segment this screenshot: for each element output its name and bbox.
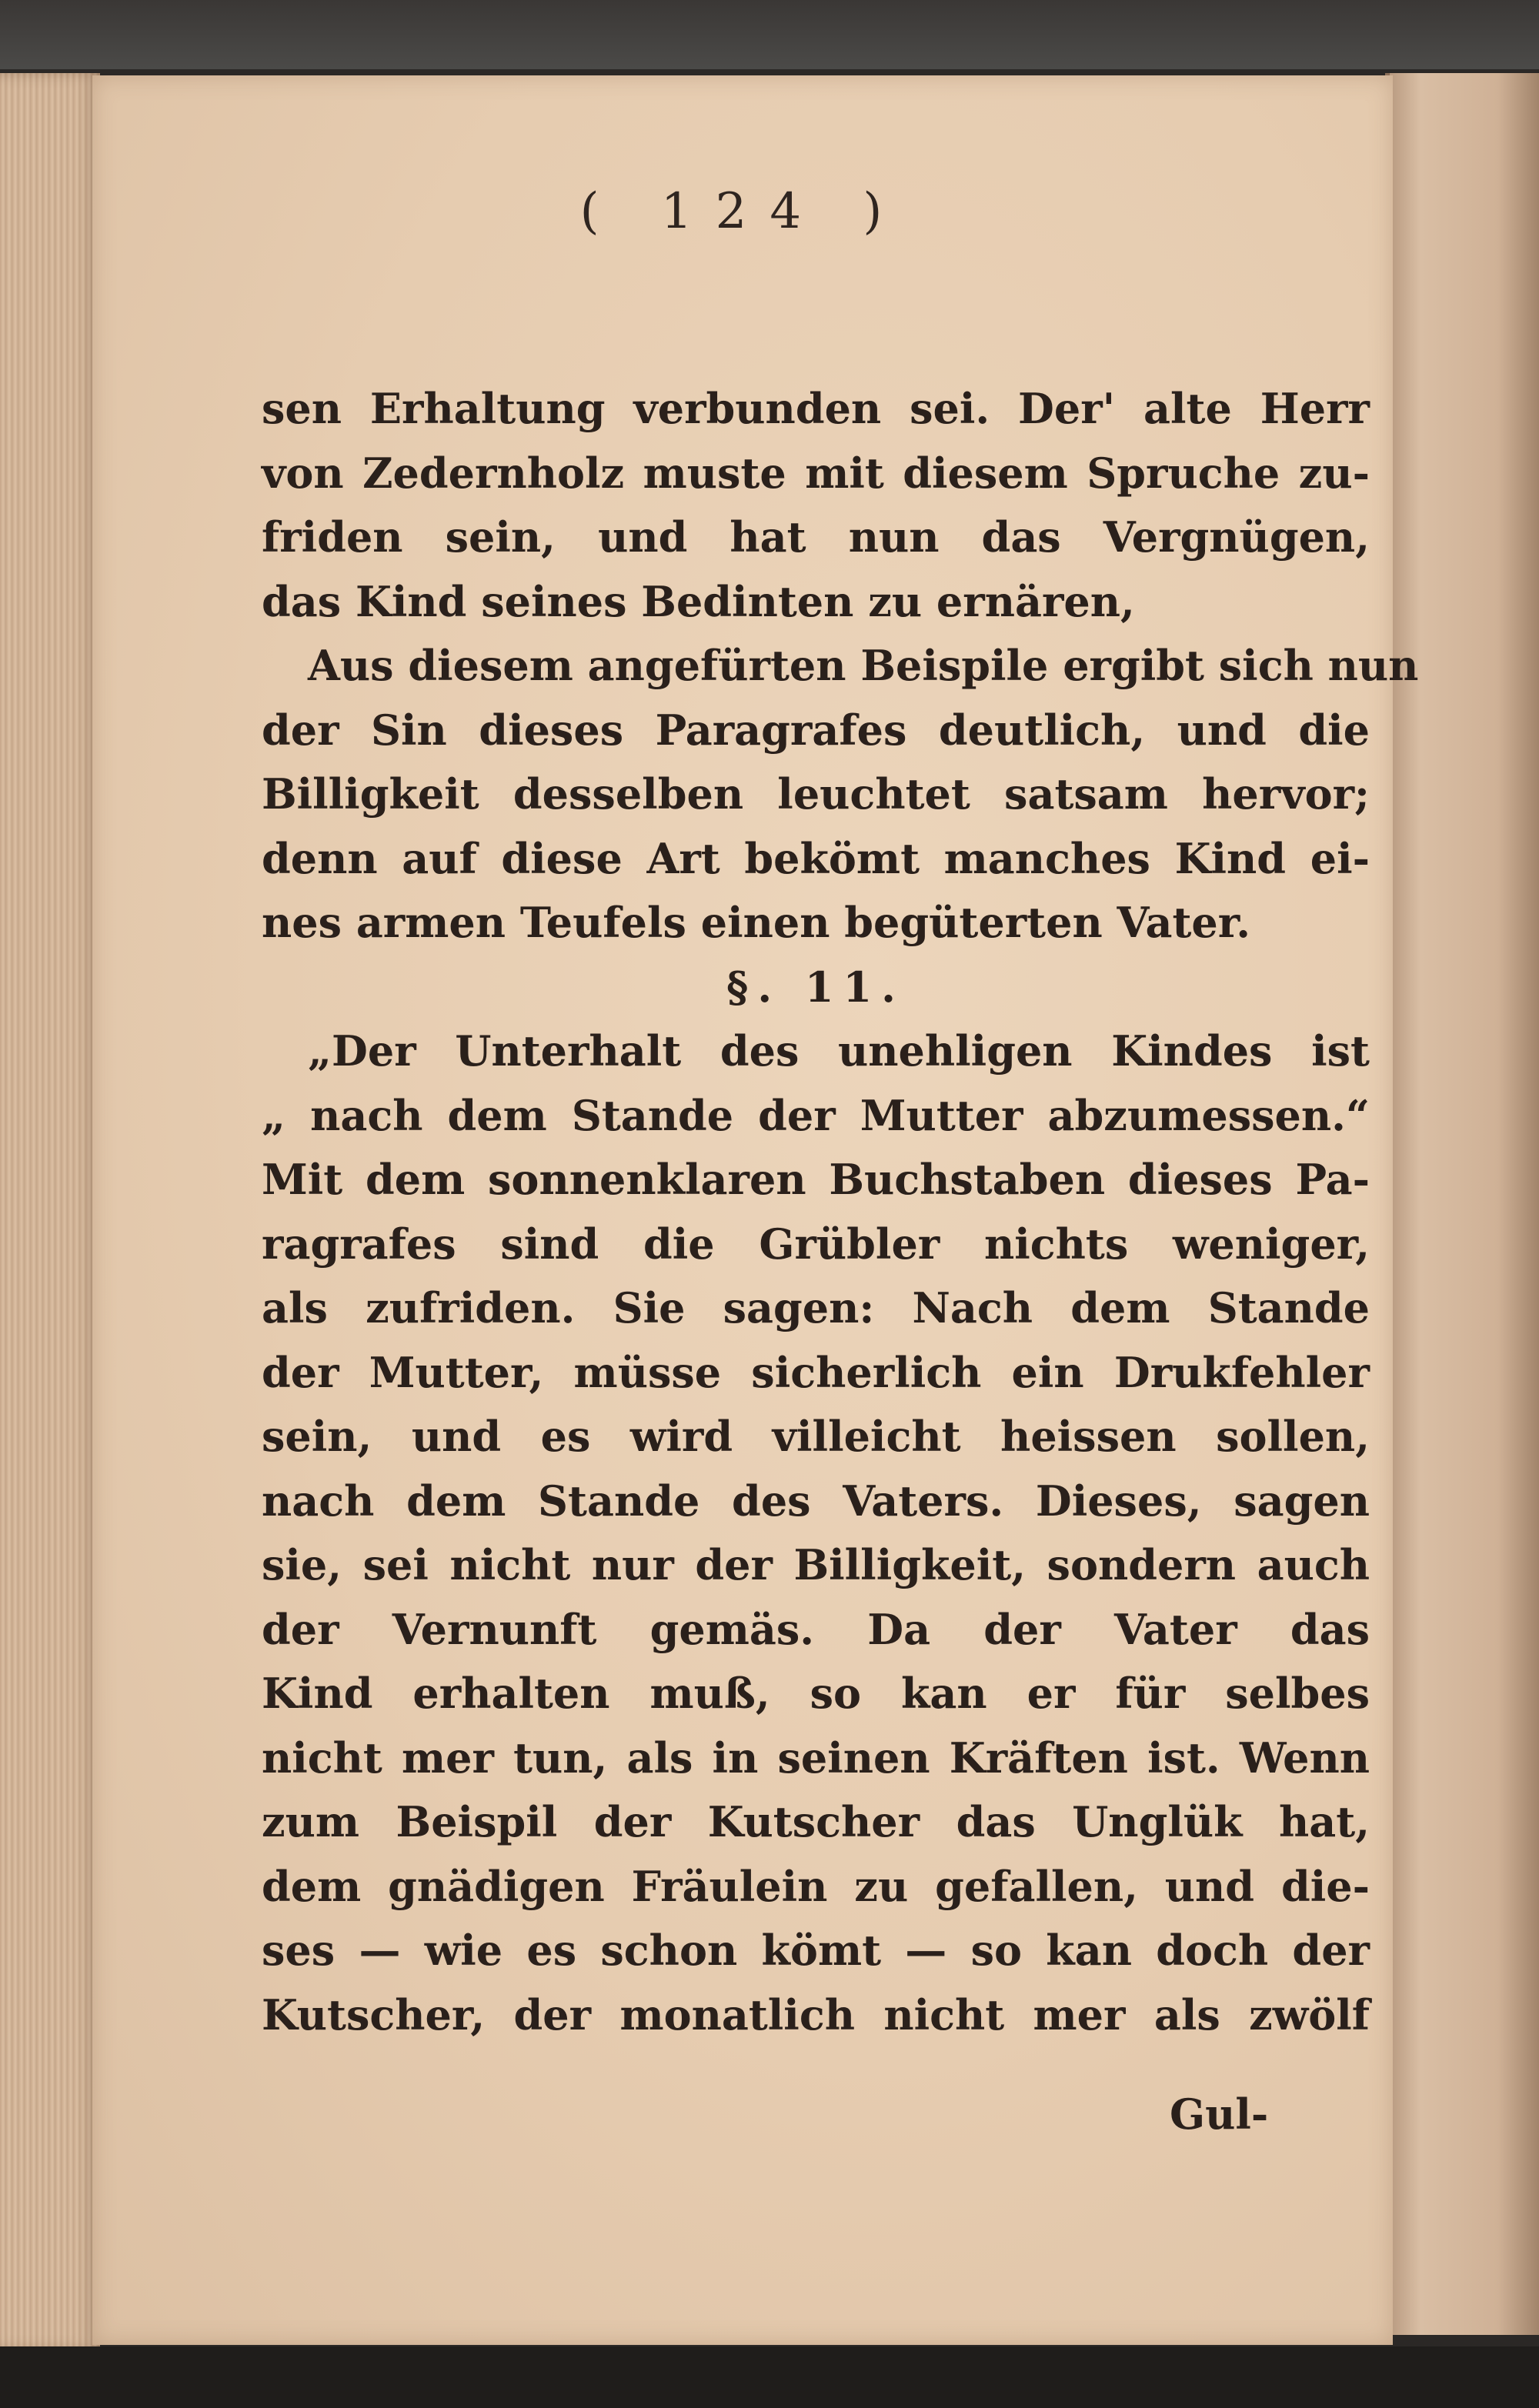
scan-background-top <box>0 0 1539 69</box>
text-line: der Mutter, müsse sicherlich ein Drukfehler <box>262 1347 1370 1397</box>
text-line: das Kind seines Bedinten zu ernären, <box>262 576 1135 626</box>
text-line: der Vernunft gemäs. Da der Vater das <box>262 1604 1370 1654</box>
text-line: „Der Unterhalt des unehligen Kindes ist <box>308 1026 1370 1076</box>
scan-background-bottom <box>0 2346 1539 2408</box>
text-line: Mit dem sonnenklaren Buchstaben dieses Pa- <box>262 1155 1370 1204</box>
text-line: sie, sei nicht nur der Billigkeit, sondern auch <box>262 1540 1370 1589</box>
book-facing-page-right <box>1385 73 1539 2335</box>
body-text <box>262 377 1419 2047</box>
text-line: Kind erhalten muß, so kan er für selbes <box>262 1669 1370 1718</box>
text-line: nicht mer tun, als in seinen Kräften ist. Wenn <box>262 1733 1370 1783</box>
section-heading: §. 11. <box>726 962 905 1012</box>
text-line: Aus diesem angefürten Beispile ergibt sich nun <box>308 641 1419 690</box>
text-line: friden sein, und hat nun das Vergnügen, <box>262 512 1370 562</box>
text-line: sein, und es wird villeicht heissen sollen, <box>262 1412 1370 1461</box>
catchword: Gul- <box>1170 2089 1269 2139</box>
text-line: ragrafes sind die Grübler nichts weniger, <box>262 1219 1370 1269</box>
text-line: nes armen Teufels einen begüterten Vater. <box>262 898 1251 947</box>
text-line: Billigkeit desselben leuchtet satsam hervor; <box>262 769 1370 819</box>
text-line: sen Erhaltung verbunden sei. Der' alte Herr <box>262 384 1370 433</box>
text-line: dem gnädigen Fräulein zu gefallen, und die- <box>262 1861 1370 1911</box>
text-line: von Zedernholz muste mit diesem Spruche zu- <box>262 448 1370 498</box>
text-line: „ nach dem Stande der Mutter abzumessen.“ <box>262 1090 1370 1140</box>
book-page <box>92 75 1419 2345</box>
text-line: zum Beispil der Kutscher das Unglük hat, <box>262 1797 1370 1846</box>
text-line: ses — wie es schon kömt — so kan doch der <box>262 1926 1370 1975</box>
text-line: nach dem Stande des Vaters. Dieses, sagen <box>262 1476 1370 1526</box>
text-line: Kutscher, der monatlich nicht mer als zwölf <box>262 1989 1370 2039</box>
text-line: als zufriden. Sie sagen: Nach dem Stande <box>262 1283 1370 1332</box>
text-line: denn auf diese Art bekömt manches Kind ei- <box>262 833 1370 883</box>
page-number: ( 124 ) <box>579 183 906 240</box>
book-page-edges-left <box>0 73 100 2350</box>
text-line: der Sin dieses Paragrafes deutlich, und die <box>262 705 1370 755</box>
